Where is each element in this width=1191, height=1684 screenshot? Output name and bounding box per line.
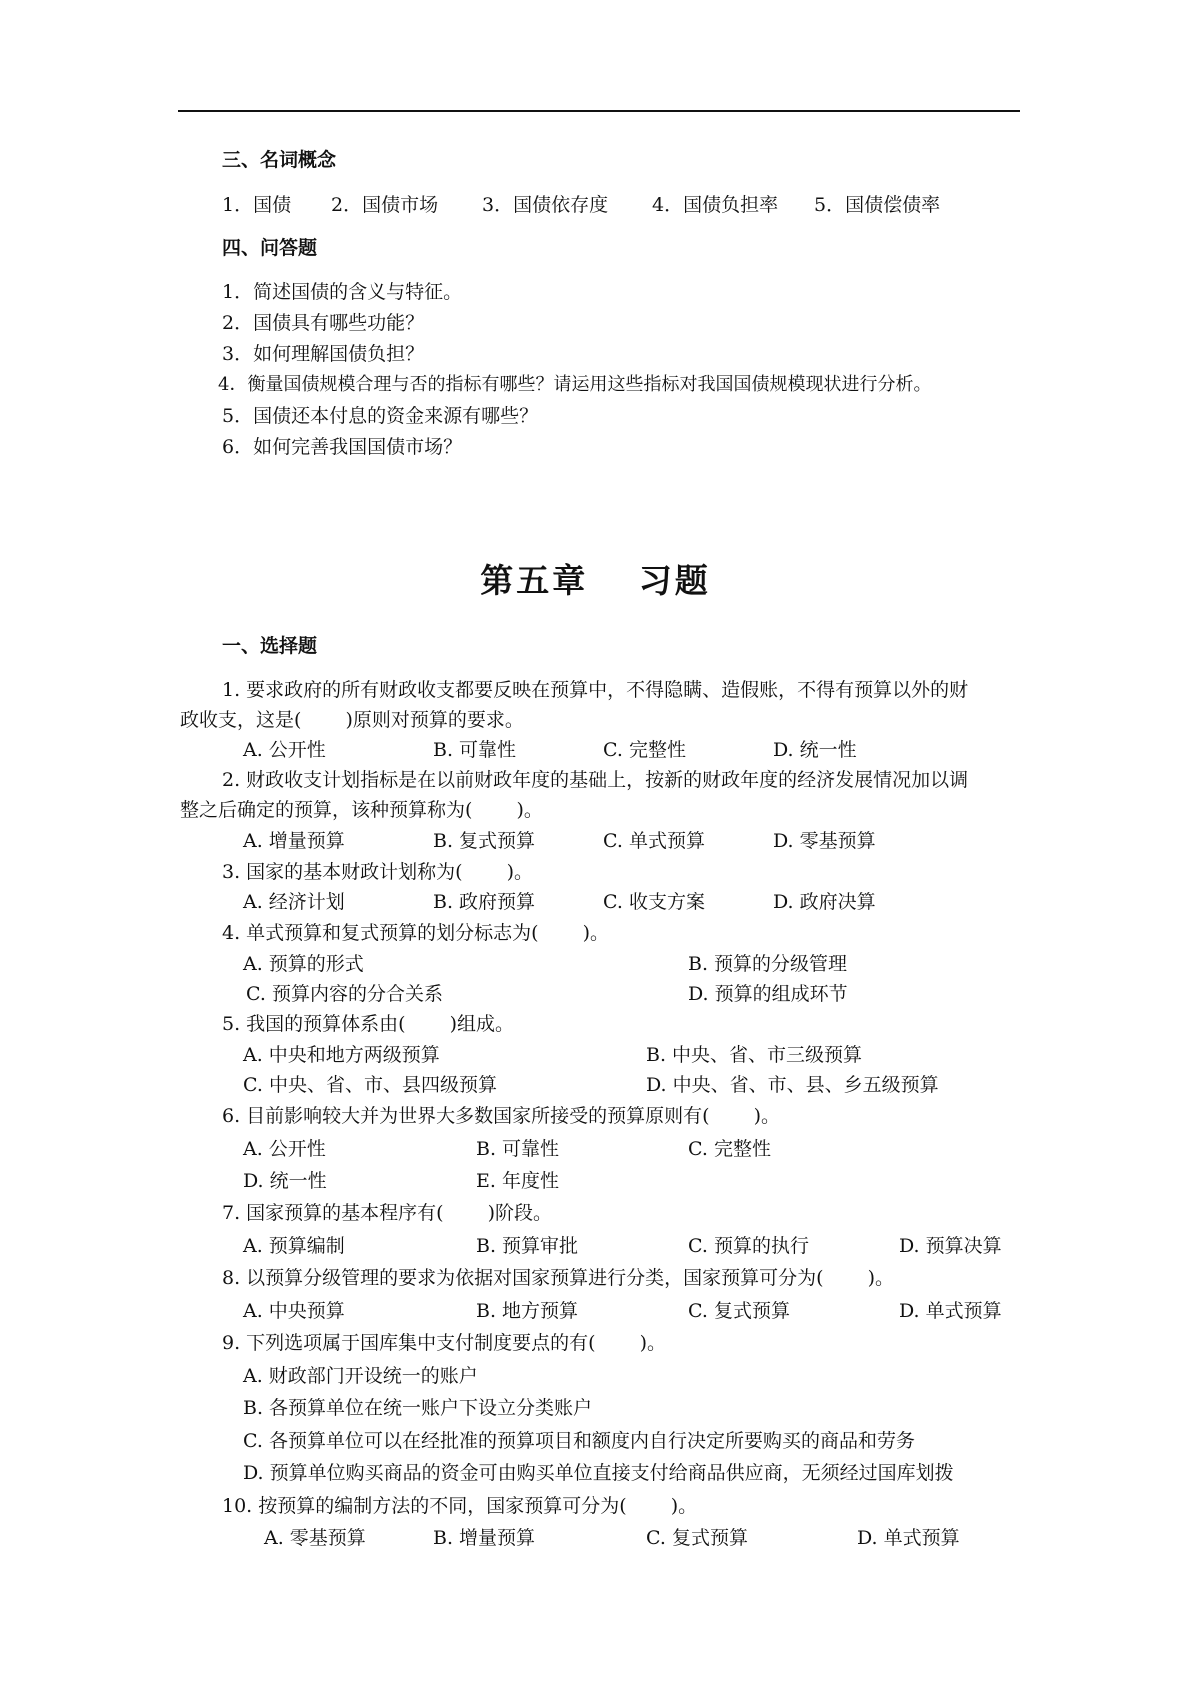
q1-line1: 1. 要求政府的所有财政收支都要反映在预算中，不得隐瞒、造假账，不得有预算以外的财 (222, 679, 969, 701)
q3-option-b: B. 政府预算 (433, 891, 536, 913)
q6-option-a: A. 公开性 (243, 1138, 326, 1160)
q7-option-b: B. 预算审批 (476, 1235, 579, 1257)
q3-line1: 3. 国家的基本财政计划称为( )。 (222, 861, 534, 883)
q5-option-d: D. 中央、省、市、县、乡五级预算 (646, 1074, 939, 1096)
q7-line1: 7. 国家预算的基本程序有( )阶段。 (222, 1202, 553, 1224)
q5-option-c: C. 中央、省、市、县四级预算 (243, 1074, 497, 1096)
q6-line1: 6. 目前影响较大并为世界大多数国家所接受的预算原则有( )。 (222, 1105, 781, 1127)
q7-option-a: A. 预算编制 (243, 1235, 345, 1257)
q4-option-a: A. 预算的形式 (243, 953, 364, 975)
question-2: 2．国债具有哪些功能？ (222, 312, 425, 334)
q10-option-c: C. 复式预算 (646, 1527, 748, 1549)
q5-option-b: B. 中央、省、市三级预算 (646, 1044, 863, 1066)
q2-line2: 整之后确定的预算，该种预算称为( )。 (180, 799, 543, 821)
q10-option-a: A. 零基预算 (264, 1527, 366, 1549)
term-5: 5．国债偿债率 (814, 194, 941, 216)
header-rule (178, 110, 1020, 112)
q2-option-a: A. 增量预算 (243, 830, 345, 852)
q5-option-a: A. 中央和地方两级预算 (243, 1044, 440, 1066)
section3-heading: 三、名词概念 (222, 149, 337, 171)
q2-option-c: C. 单式预算 (603, 830, 705, 852)
q1-option-b: B. 可靠性 (433, 739, 517, 761)
q2-line1: 2. 财政收支计划指标是在以前财政年度的基础上，按新的财政年度的经济发展情况加以调 (222, 769, 969, 791)
q4-line1: 4. 单式预算和复式预算的划分标志为( )。 (222, 922, 610, 944)
question-4: 4．衡量国债规模合理与否的指标有哪些？请运用这些指标对我国国债规模现状进行分析。 (218, 374, 932, 395)
question-5: 5．国债还本付息的资金来源有哪些？ (222, 405, 539, 427)
q4-option-c: C. 预算内容的分合关系 (246, 983, 443, 1005)
q3-option-d: D. 政府决算 (773, 891, 876, 913)
q3-option-a: A. 经济计划 (243, 891, 345, 913)
q1-option-c: C. 完整性 (603, 739, 686, 761)
term-2: 2．国债市场 (331, 194, 439, 216)
q5-line1: 5. 我国的预算体系由( )组成。 (222, 1013, 515, 1035)
question-3: 3．如何理解国债负担？ (222, 343, 425, 365)
q7-option-c: C. 预算的执行 (688, 1235, 809, 1257)
q4-option-d: D. 预算的组成环节 (688, 983, 848, 1005)
q1-line2: 政收支，这是( )原则对预算的要求。 (180, 709, 524, 731)
q9-option-b: B. 各预算单位在统一账户下设立分类账户 (243, 1397, 593, 1419)
term-1: 1．国债 (222, 194, 292, 216)
q4-option-b: B. 预算的分级管理 (688, 953, 848, 975)
question-1: 1．简述国债的含义与特征。 (222, 281, 463, 303)
q8-option-b: B. 地方预算 (476, 1300, 579, 1322)
q8-line1: 8. 以预算分级管理的要求为依据对国家预算进行分类，国家预算可分为( )。 (222, 1267, 895, 1289)
q8-option-a: A. 中央预算 (243, 1300, 345, 1322)
q7-option-d: D. 预算决算 (899, 1235, 1002, 1257)
q9-option-c: C. 各预算单位可以在经批准的预算项目和额度内自行决定所要购买的商品和劳务 (243, 1430, 915, 1452)
section4-heading: 四、问答题 (222, 237, 318, 259)
q10-option-d: D. 单式预算 (857, 1527, 960, 1549)
term-4: 4．国债负担率 (652, 194, 779, 216)
question-6: 6．如何完善我国国债市场？ (222, 436, 463, 458)
q8-option-c: C. 复式预算 (688, 1300, 790, 1322)
q3-option-c: C. 收支方案 (603, 891, 705, 913)
q2-option-d: D. 零基预算 (773, 830, 876, 852)
section1-heading: 一、选择题 (222, 635, 318, 657)
q2-option-b: B. 复式预算 (433, 830, 536, 852)
q9-option-a: A. 财政部门开设统一的账户 (243, 1365, 478, 1387)
q10-line1: 10. 按预算的编制方法的不同，国家预算可分为( )。 (222, 1495, 698, 1517)
q9-line1: 9. 下列选项属于国库集中支付制度要点的有( )。 (222, 1332, 667, 1354)
q10-option-b: B. 增量预算 (433, 1527, 536, 1549)
q6-option-c: C. 完整性 (688, 1138, 771, 1160)
q1-option-d: D. 统一性 (773, 739, 857, 761)
q8-option-d: D. 单式预算 (899, 1300, 1002, 1322)
term-3: 3．国债依存度 (482, 194, 609, 216)
q1-option-a: A. 公开性 (243, 739, 326, 761)
chapter-title: 第五章 习题 (480, 561, 711, 600)
q9-option-d: D. 预算单位购买商品的资金可由购买单位直接支付给商品供应商，无须经过国库划拨 (243, 1462, 954, 1484)
q6-option-d: D. 统一性 (243, 1170, 327, 1192)
q6-option-b: B. 可靠性 (476, 1138, 560, 1160)
q6-option-e: E. 年度性 (476, 1170, 559, 1192)
